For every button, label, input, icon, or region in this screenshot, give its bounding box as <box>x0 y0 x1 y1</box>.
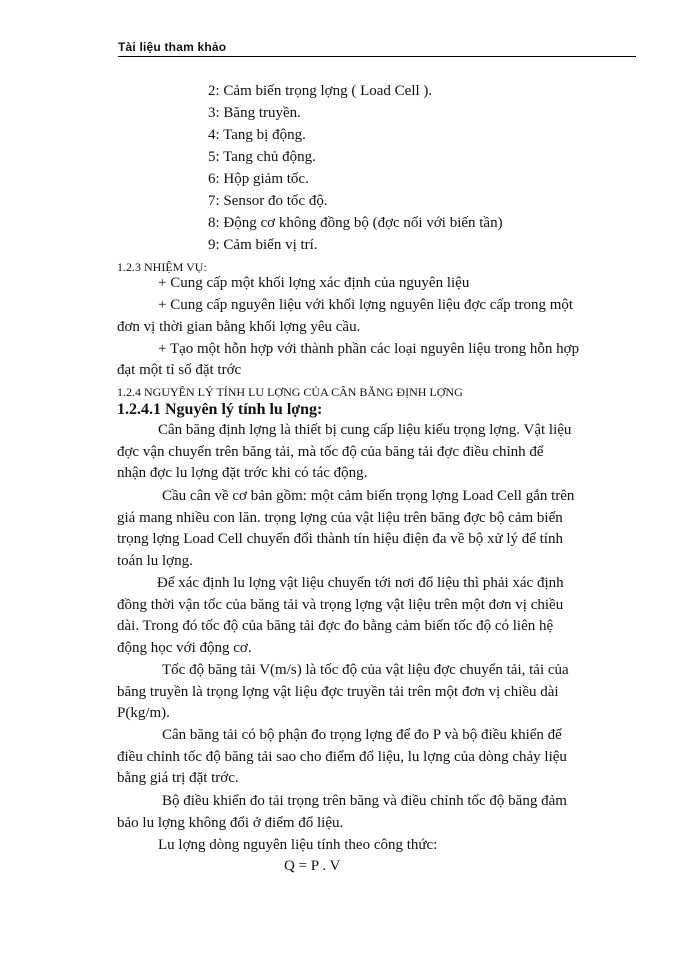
paragraph-line: băng truyền là trọng lợng vật liệu đợc truyền tải trên một đơn vị chiều dài <box>117 683 559 700</box>
paragraph-line: Cân băng tải có bộ phận đo trọng lợng để đo P và bộ điều khiển để <box>162 727 562 743</box>
bullet-item: + Cung cấp một khối lợng xác định của nguyên liệu <box>158 275 470 291</box>
paragraph-line: dài. Trong đó tốc độ của băng tải đợc đo bằng cảm biến tốc độ có liên hệ <box>117 618 554 634</box>
paragraph-line: giá mang nhiều con lăn. trọng lợng của vật liệu trên băng đợc bộ cảm biến <box>117 509 563 526</box>
paragraph-line: Bộ điều khiển đo tải trọng trên băng và điều chỉnh tốc độ băng đảm <box>162 793 567 809</box>
paragraph-line: bảo lu lợng không đổi ở điểm đổ liệu. <box>117 814 344 831</box>
paragraph-line: trọng lợng Load Cell chuyển đổi thành tín hiệu điện đa về bộ xử lý để tính <box>117 531 563 547</box>
list-item: 9: Cảm biến vị trí. <box>208 237 318 253</box>
paragraph-line: nhận đợc lu lợng đặt trớc khi có tác động. <box>117 465 368 481</box>
paragraph-line: đồng thời vận tốc của băng tải và trọng lợng vật liệu trên một đơn vị chiều <box>117 596 564 613</box>
paragraph-2 <box>117 486 635 572</box>
paragraph-line: Cầu cân về cơ bản gồm: một cảm biến trọng lợng Load Cell gắn trên <box>162 488 575 504</box>
list-item: 5: Tang chủ động. <box>208 149 316 165</box>
page-header <box>118 40 636 54</box>
paragraph-4 <box>117 660 635 725</box>
flow-formula: Q = P . V <box>284 858 341 874</box>
header-rule <box>118 56 636 57</box>
paragraph-6 <box>117 791 635 834</box>
paragraph-line: Cân băng định lợng là thiết bị cung cấp liệu kiểu trọng lợng. Vật liệu <box>158 422 572 438</box>
paragraph-line: toán lu lợng. <box>117 552 193 569</box>
paragraph-line: P(kg/m). <box>117 705 170 721</box>
header-title: Tài liệu tham khảo <box>118 40 227 54</box>
paragraph-line: động học với động cơ. <box>117 639 252 656</box>
section-heading-1-2-4: 1.2.4 NGUYÊN LÝ TÍNH LU LỢNG CỦA CÂN BĂNG ĐỊNH LỢNG <box>117 385 463 399</box>
list-item: 7: Sensor đo tốc độ. <box>208 193 328 209</box>
paragraph-line: bằng giá trị đặt trớc. <box>117 770 239 786</box>
list-item: 2: Cảm biến trọng lợng ( Load Cell ). <box>208 83 433 99</box>
list-item: 8: Động cơ không đồng bộ (đợc nối với biến tần) <box>208 215 503 231</box>
paragraph-1 <box>117 420 635 485</box>
paragraph-7: Lu lợng dòng nguyên liệu tính theo công thức: <box>158 837 438 853</box>
paragraph-line: đợc vận chuyển trên băng tải, mà tốc độ của băng tải đợc điều chỉnh để <box>117 443 544 460</box>
list-item: 3: Băng truyền. <box>208 105 301 121</box>
bullet-item: + Tạo một hỗn hợp với thành phần các loại nguyên liệu trong hỗn hợp <box>158 341 580 357</box>
subsection-heading: 1.2.4.1 Nguyên lý tính lu lợng: <box>117 401 323 418</box>
list-item: 4: Tang bị động. <box>208 127 306 143</box>
bullet-item: + Cung cấp nguyên liệu với khối lợng nguyên liệu đợc cấp trong một <box>158 297 574 313</box>
paragraph-line: Để xác định lu lợng vật liệu chuyển tới nơi đổ liệu thì phải xác định <box>157 575 564 591</box>
paragraph-5 <box>117 725 635 790</box>
bullet-item-continuation: đơn vị thời gian bằng khối lợng yêu cầu. <box>117 319 361 335</box>
paragraph-line: điều chỉnh tốc độ băng tải sao cho điểm đổ liệu, lu lợng của dòng chảy liệu <box>117 748 567 765</box>
paragraph-line: Tốc độ băng tải V(m/s) là tốc độ của vật liệu đợc chuyển tải, tải của <box>162 662 569 678</box>
section-heading-1-2-3: 1.2.3 NHIỆM VỤ: <box>117 260 207 274</box>
bullet-item-continuation: đạt một tỉ số đặt trớc <box>117 362 242 378</box>
paragraph-3 <box>117 573 635 659</box>
list-item: 6: Hộp giảm tốc. <box>208 171 309 187</box>
